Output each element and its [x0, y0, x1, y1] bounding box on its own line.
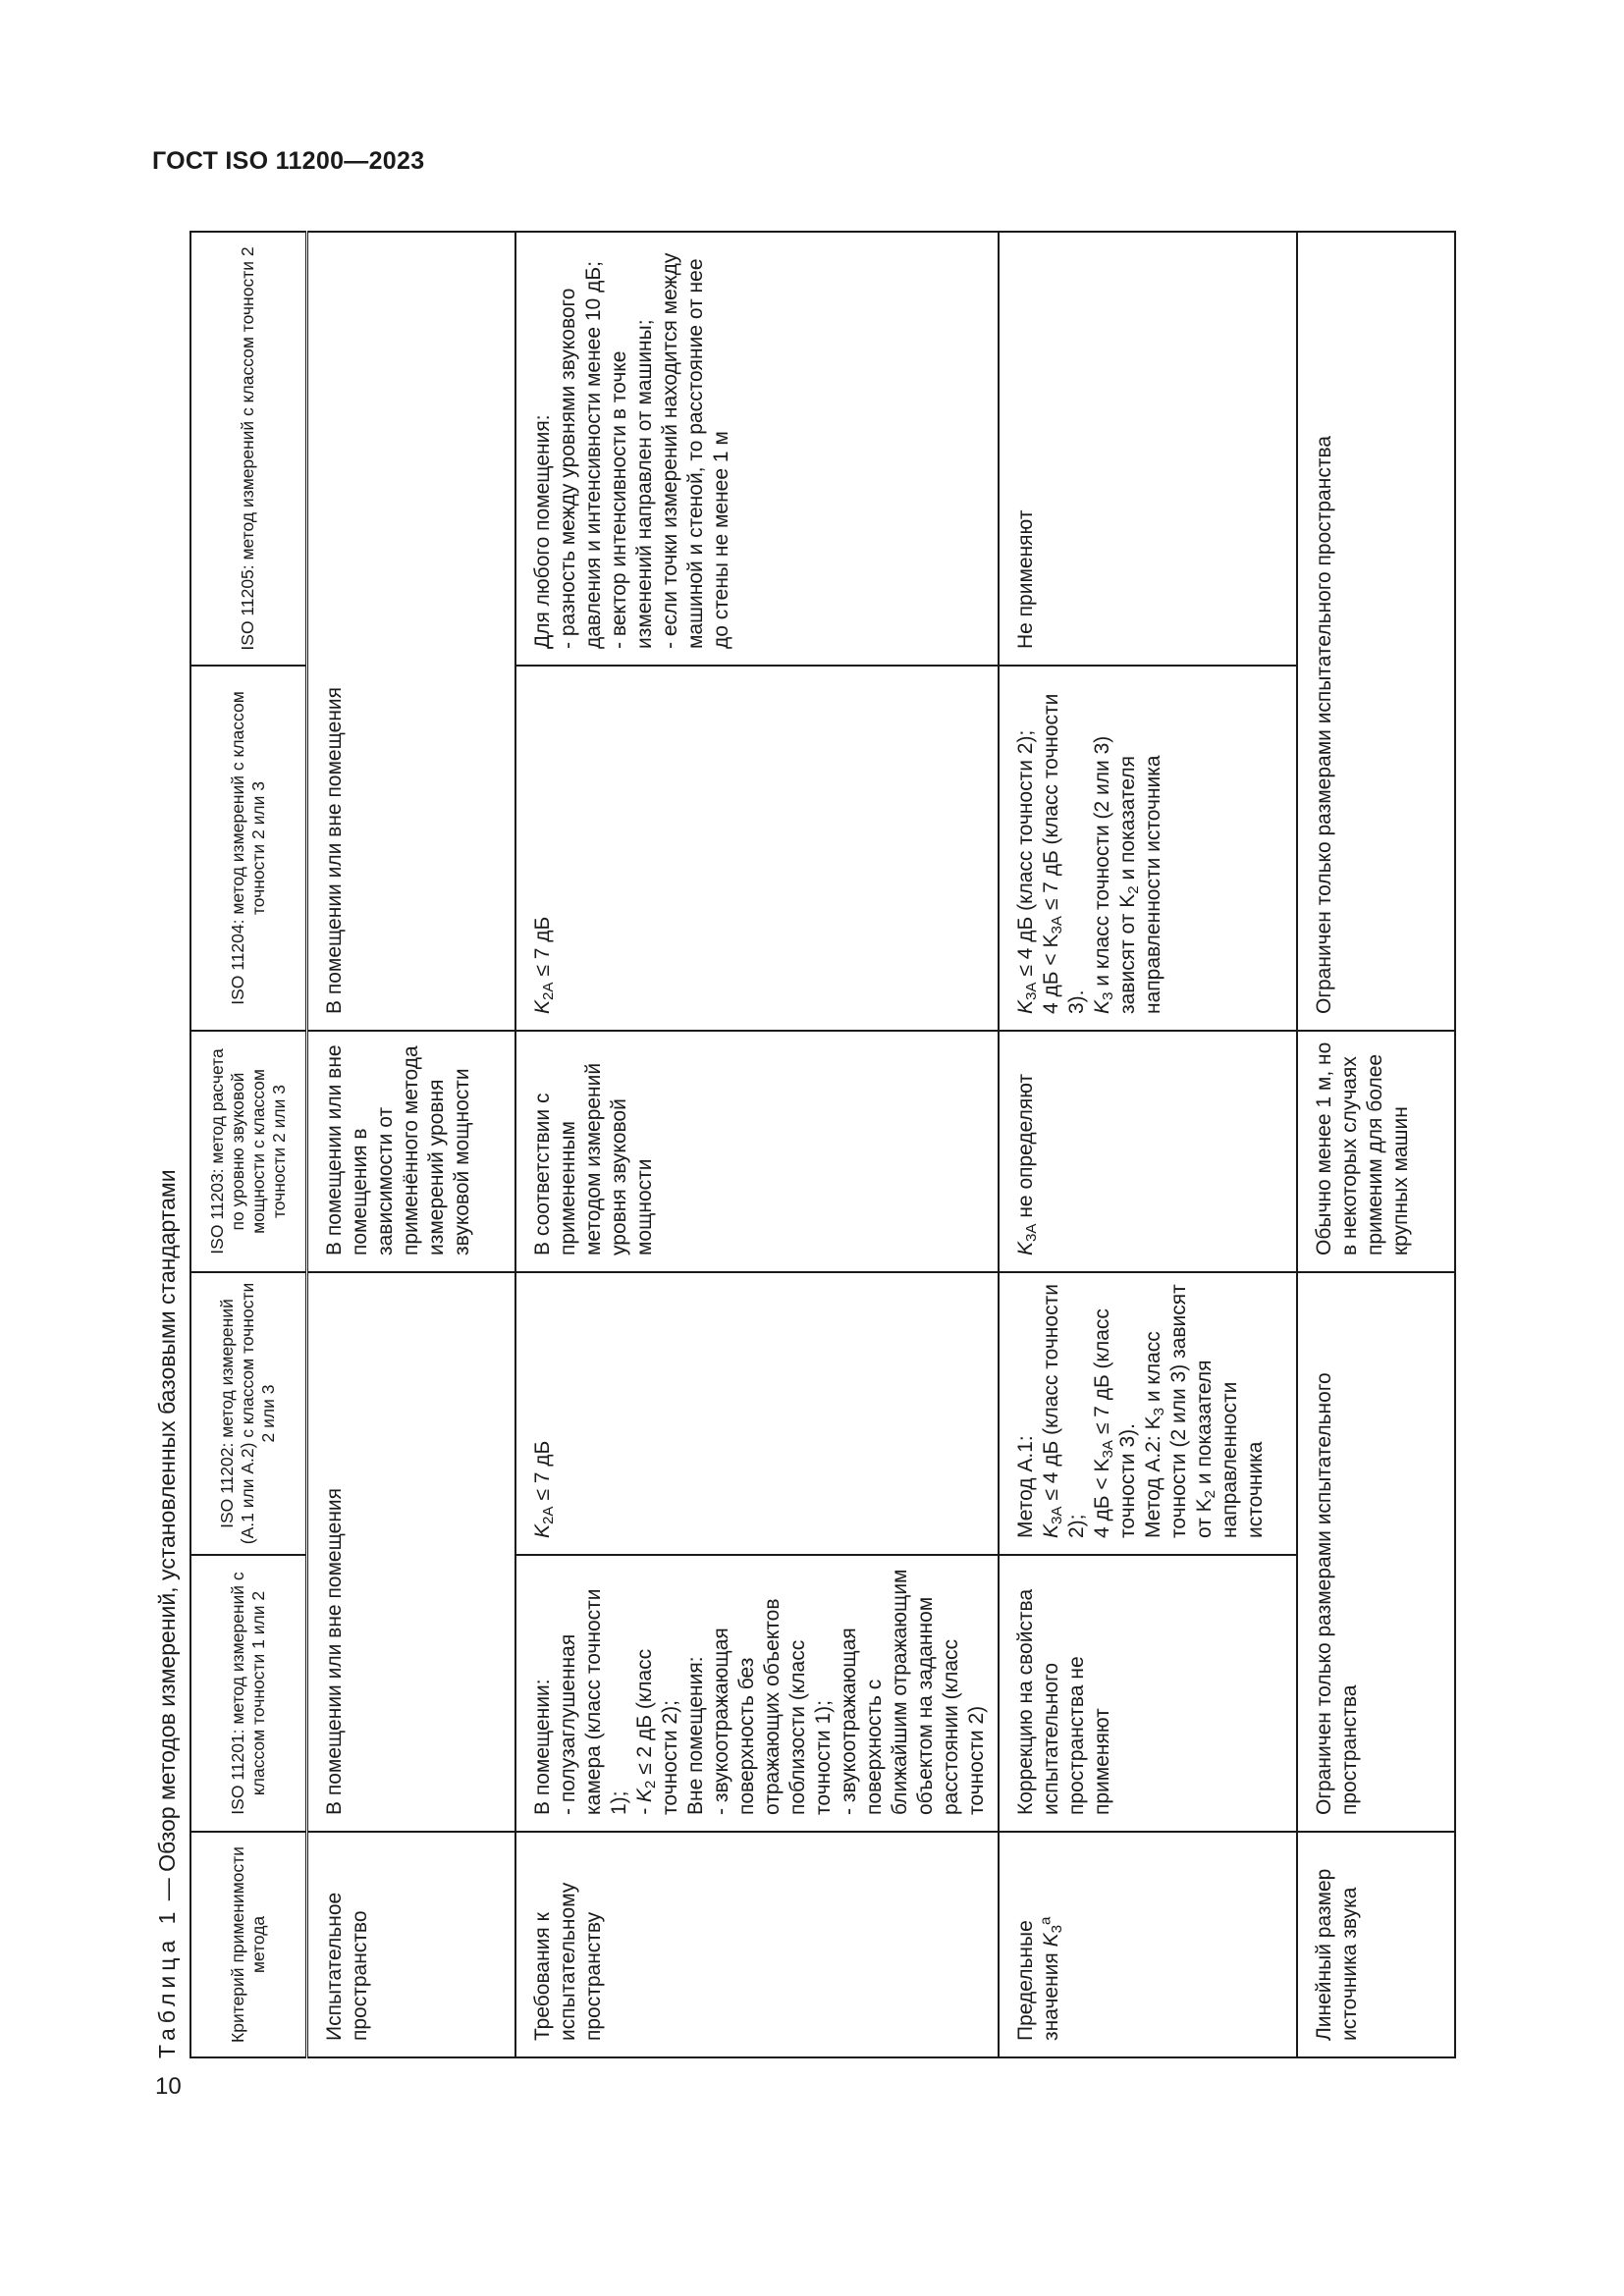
- subscript: 2: [1124, 885, 1142, 894]
- subscript: 3А: [1048, 1506, 1065, 1524]
- cell-line: [1039, 1283, 1090, 1538]
- page-number: 10: [155, 2073, 182, 2100]
- cell-text: K: [531, 999, 554, 1014]
- cell-line: - звукоотражающая поверхность с ближайшим отражающим объектом на заданном расстоянии (класс точности 2): [838, 1569, 988, 1815]
- subscript: 3А: [1048, 916, 1065, 934]
- cell-text: K: [1014, 999, 1037, 1014]
- subscript: 2А: [539, 1506, 557, 1524]
- cell-line: Метод А.1:: [1014, 1435, 1037, 1538]
- rotated-page-area: [152, 233, 1527, 2058]
- cell-line: - полузаглушенная камера (класс точности 1);: [557, 1588, 630, 1815]
- subscript: 3А: [1022, 982, 1040, 1000]
- header-criterion: Критерий применимости метода: [190, 1832, 306, 2057]
- cell-criterion: Испытательное пространство: [306, 1832, 515, 2057]
- subscript: 2: [1201, 1489, 1218, 1499]
- cell-text: и класс точности (2 или 3) зависят от K: [1091, 735, 1139, 1014]
- cell-line: Вне помещения:: [684, 1656, 707, 1815]
- cell-line: [1039, 676, 1090, 1014]
- cell-iso11201: Коррекцию на свойства испытательного пространства не применяют: [999, 1555, 1297, 1832]
- cell-text: не определяют: [1014, 1073, 1037, 1224]
- cell-iso11201: [515, 1555, 999, 1832]
- cell-text: - K: [633, 1789, 656, 1815]
- cell-text: и показателя направленности источника: [1193, 1360, 1267, 1538]
- cell-text: и показателя направленности источника: [1116, 755, 1164, 1014]
- cell-criterion: Линейный размер источника звука: [1297, 1832, 1455, 2057]
- cell-line: - вектор интенсивности в точке изменений направлен от машины;: [608, 319, 656, 649]
- cell-text: K: [1091, 999, 1113, 1014]
- cell-text: ≤ 4 дБ (класс точности 2);: [1040, 1284, 1088, 1538]
- header-iso11202: ISO 11202: метод измерений (А.1 или А.2) с классом точности 2 или 3: [190, 1272, 306, 1555]
- superscript: a: [1037, 1916, 1055, 1925]
- cell-line: [632, 1566, 683, 1815]
- table-header-row: [190, 232, 306, 2057]
- cell-iso11204-11205: Ограничен только размерами испытательного пространства: [1297, 232, 1455, 1031]
- table-row-test-space-requirements: [515, 232, 999, 2057]
- cell-iso11203: [999, 1031, 1297, 1272]
- cell-line: [1013, 676, 1039, 1014]
- cell-text: ≤ 2 дБ (класс точности 2);: [633, 1648, 681, 1815]
- cell-line: [1141, 1283, 1269, 1538]
- cell-text: ≤ 7 дБ (класс точности 3).: [1091, 1308, 1139, 1538]
- subscript: 3: [1150, 1407, 1167, 1416]
- table-caption: [152, 1169, 182, 2058]
- table-row-k3-limits: [999, 232, 1297, 2057]
- rotated-content: [152, 233, 1527, 2058]
- cell-text: и класс точности (2 или 3) зависят от K: [1142, 1284, 1216, 1538]
- document-header: ГОСТ ISO 11200—2023: [152, 147, 425, 175]
- subscript: 3: [1048, 1924, 1065, 1934]
- cell-text: Предельные значения: [1014, 1920, 1062, 2041]
- cell-line: - звукоотражающая поверхность без отражающих объектов поблизости (класс точности 1);: [710, 1598, 835, 1815]
- cell-text: ≤ 4 дБ (класс точности 2);: [1014, 729, 1037, 983]
- cell-line: - разность между уровнями звукового давления и интенсивности менее 10 дБ;: [557, 261, 605, 649]
- table-row-test-space: [306, 232, 515, 2057]
- cell-text: 4 дБ < K: [1091, 1458, 1113, 1538]
- subscript: 3А: [1099, 1440, 1116, 1459]
- cell-text: ≤ 7 дБ: [531, 916, 554, 983]
- cell-iso11202: [999, 1272, 1297, 1555]
- cell-iso11205: Не применяют: [999, 232, 1297, 666]
- cell-iso11204: [999, 666, 1297, 1031]
- cell-text: K: [1014, 1241, 1037, 1255]
- cell-text: Метод А.2: K: [1142, 1415, 1164, 1538]
- header-iso11203: ISO 11203: метод расчета по уровню звуковой мощности с классом точности 2 или 3: [190, 1031, 306, 1272]
- cell-text: K: [1040, 1933, 1062, 1948]
- header-iso11201: ISO 11201: метод измерений с классом точности 1 или 2: [190, 1555, 306, 1832]
- cell-iso11203: В соответствии с примененным методом измерений уровня звуковой мощности: [515, 1031, 999, 1272]
- table-caption-label: Таблица 1: [154, 1906, 180, 2058]
- methods-overview-table: [189, 231, 1456, 2058]
- cell-iso11201-11202: Ограничен только размерами испытательного пространства: [1297, 1272, 1455, 1832]
- cell-line: - если точки измерений находится между машиной и стеной, то расстояние от нее до стены не менее 1 м: [659, 252, 732, 649]
- cell-iso11203: Обычно менее 1 м, но в некоторых случаях применим для более крупных машин: [1297, 1031, 1455, 1272]
- header-iso11205: ISO 11205: метод измерений с классом точности 2: [190, 232, 306, 666]
- cell-text: K: [1040, 1523, 1062, 1538]
- cell-iso11203: В помещении или вне помещения в зависимости от применённого метода измерений уровня звуковой мощности: [306, 1031, 515, 1272]
- cell-iso11202: [515, 1272, 999, 1555]
- subscript: 3А: [1022, 1223, 1040, 1242]
- cell-line: Для любого помещения:: [531, 414, 554, 649]
- cell-text: ≤ 7 дБ: [531, 1440, 554, 1507]
- cell-line: [1090, 676, 1166, 1014]
- cell-criterion: [999, 1832, 1297, 2057]
- cell-line: В помещении:: [531, 1679, 554, 1815]
- cell-text: ≤ 7 дБ (класс точности 3).: [1040, 693, 1088, 1014]
- cell-criterion: Требования к испытательному пространству: [515, 1832, 999, 2057]
- cell-iso11204-11205: В помещении или вне помещения: [306, 232, 515, 1031]
- cell-line: [1090, 1283, 1141, 1538]
- subscript: 3: [1099, 991, 1116, 1000]
- cell-iso11204: [515, 666, 999, 1031]
- header-iso11204: ISO 11204: метод измерений с классом точности 2 или 3: [190, 666, 306, 1031]
- cell-iso11205: [515, 232, 999, 666]
- subscript: 2А: [539, 982, 557, 1000]
- cell-text: K: [531, 1523, 554, 1538]
- table-caption-text: — Обзор методов измерений, установленных базовыми стандартами: [154, 1169, 180, 1907]
- table-row-source-size: [1297, 232, 1455, 2057]
- subscript: 2: [641, 1780, 659, 1789]
- cell-text: 4 дБ < K: [1040, 934, 1062, 1014]
- cell-iso11201-11202: В помещении или вне помещения: [306, 1272, 515, 1832]
